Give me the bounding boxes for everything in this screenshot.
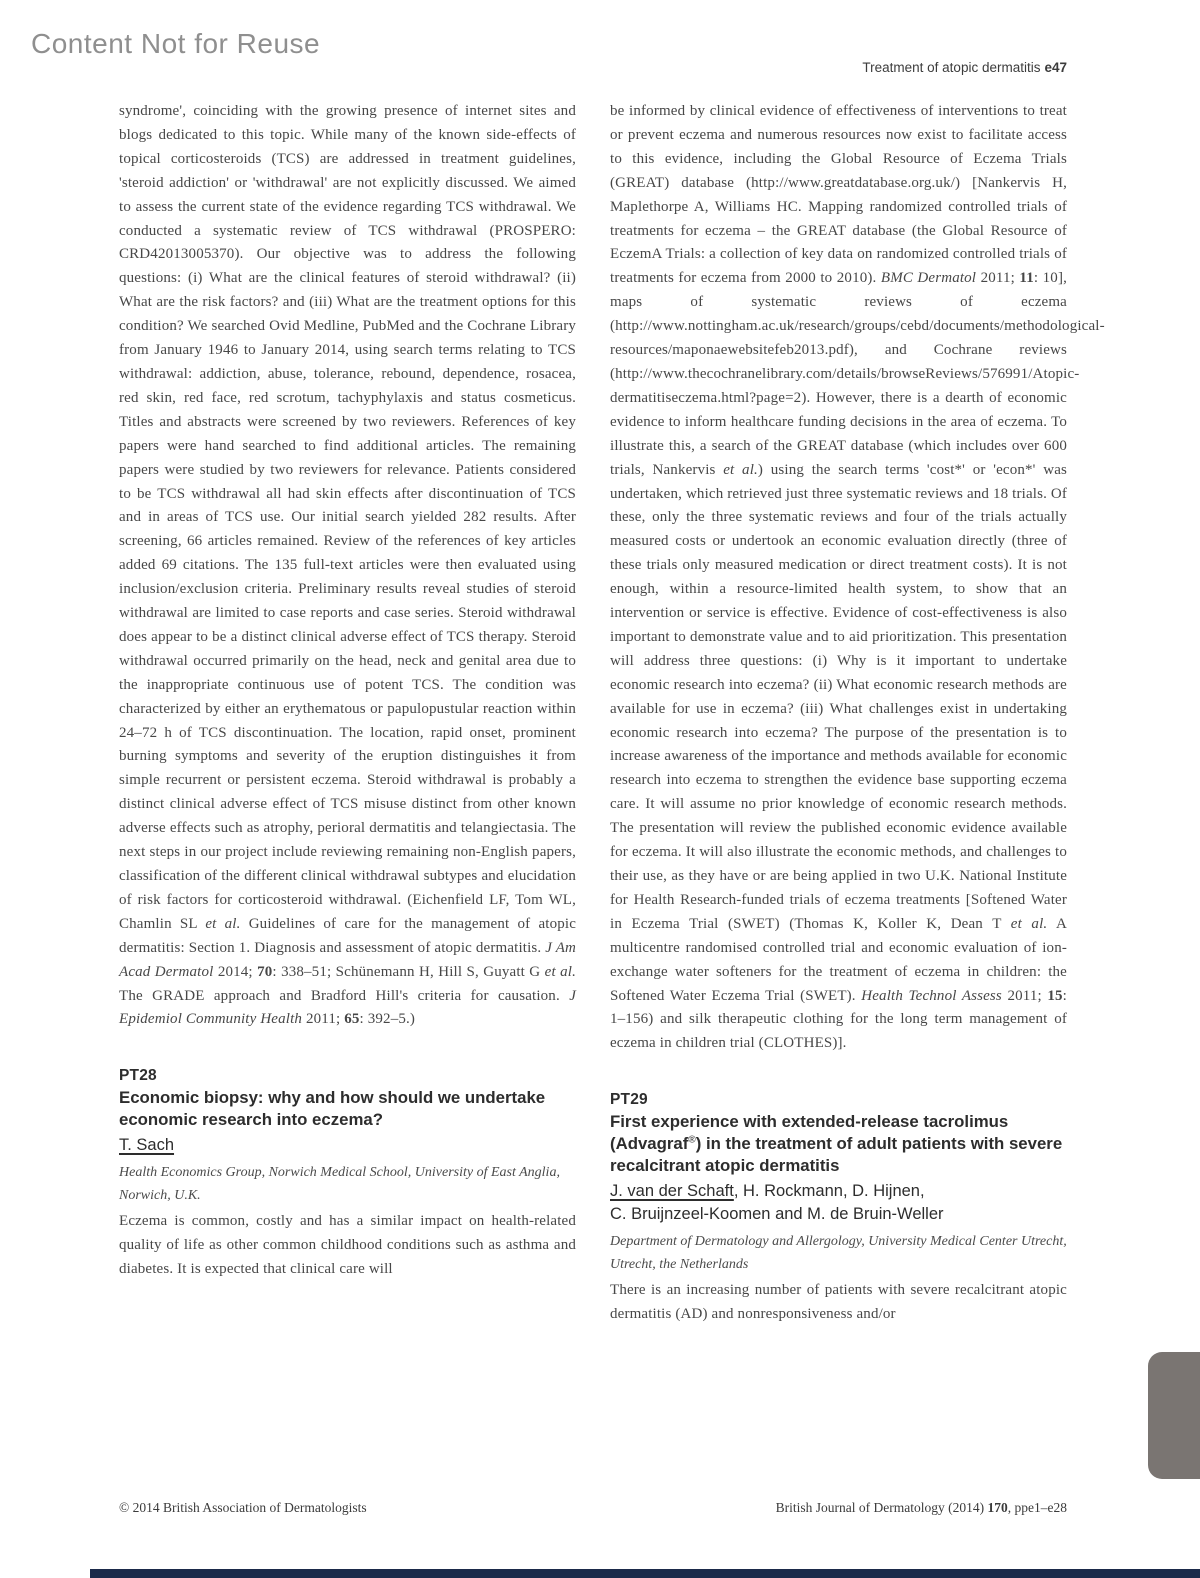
left-column [119, 100, 576, 1327]
abstract-pt29 [610, 1089, 1067, 1327]
abstract-authors [119, 1134, 576, 1157]
abstract-authors: J. van der Schaft, H. Rockmann, D. Hijnen, C. Bruijnzeel-Koomen and M. de Bruin-Weller [610, 1182, 944, 1224]
abstract-continuation-text: syndrome', coinciding with the growing presence of internet sites and blogs dedicated to this topic. While many of the known side-effects of topical corticosteroids (TCS) are addressed in treatment guidelines, 'steroid addiction' or 'withdrawal' are not explicitly discussed. We aimed to assess the current state of the evidence regarding TCS withdrawal. We conducted a systematic review of TCS withdrawal (PROSPERO: CRD42013005370). Our objective was to address the following questions: (i) What are the clinical features of steroid withdrawal? (ii) What are the risk factors? and (iii) What are the treatment options for this condition? We searched Ovid Medline, PubMed and the Cochrane Library from January 1946 to January 2014, using search terms relating to TCS withdrawal: addiction, abuse, tolerance, rebound, dependence, rosacea, red skin, red face, red scrotum, tachyphylaxis and status cosmeticus. Titles and abstracts were screened by two reviewers. References of key papers were hand searched to find additional articles. The remaining papers were studied by two reviewers for relevance. Patients considered to be TCS withdrawal all had skin effects after discontinuation of TCS and in areas of TCS use. Our initial search yielded 282 results. After screening, 66 articles remained. Review of the references of key articles added 69 citations. The 135 full-text articles were then evaluated using inclusion/exclusion criteria. Preliminary results reveal studies of steroid withdrawal are limited to case reports and case series. Steroid withdrawal does appear to be a distinct clinical adverse effect of TCS therapy. Steroid withdrawal occurred primarily on the head, neck and genital area due to the inappropriate continuous use of potent TCS. The condition was characterized by either an erythematous or papulopustular reaction within 24–72 h of TCS discontinuation. The location, rapid onset, prominent burning symptoms and severity of the eruption distinguishes it from simple recurrent or persistent eczema. Steroid withdrawal is probably a distinct clinical adverse effect of TCS misuse distinct from other known adverse effects such as atrophy, perioral dermatitis and telangiectasia. The next steps in our project include reviewing remaining non-English papers, classification of the different clinical withdrawal subtypes and elucidation of risk factors for corticosteroid withdrawal. (Eichenfield LF, Tom WL, Chamlin SL et al. Guidelines of care for the management of atopic dermatitis: Section 1. Diagnosis and assessment of atopic dermatitis. J Am Acad Dermatol 2014; 70: 338–51; Schünemann H, Hill S, Guyatt G et al. The GRADE approach and Bradford Hill's criteria for causation. J Epidemiol Community Health 2011; 65: 392–5.) [119, 103, 577, 1028]
copyright-notice: © 2014 British Association of Dermatologists [119, 1500, 367, 1515]
running-head-title: Treatment of atopic dermatitis [862, 60, 1041, 75]
abstract-id: PT29 [610, 1091, 648, 1109]
two-column-layout [119, 100, 1105, 1327]
running-head [862, 60, 1067, 75]
right-column [610, 100, 1105, 1327]
journal-citation: British Journal of Dermatology (2014) 170, ppe1–e28 [775, 1500, 1067, 1515]
reuse-watermark: Content Not for Reuse [31, 28, 321, 59]
abstract-body: Eczema is common, costly and has a similar impact on health-related quality of life as other common childhood conditions such as asthma and diabetes. It is expected that clinical care will [119, 1213, 576, 1278]
page-footer [119, 1500, 1067, 1516]
bottom-bar [90, 1569, 1200, 1578]
abstract-affiliation: Department of Dermatology and Allergology, University Medical Center Utrecht, Utrecht, the Netherlands [610, 1234, 1067, 1273]
abstract-title: Economic biopsy: why and how should we undertake economic research into eczema? [119, 1088, 546, 1130]
abstract-body: There is an increasing number of patients with severe recalcitrant atopic dermatitis (AD) and nonresponsiveness and/or [610, 1282, 1067, 1323]
abstract-title: First experience with extended-release tacrolimus (Advagraf®) in the treatment of adult patients with severe recalcitrant atopic dermatitis [610, 1112, 1063, 1176]
page-number: e47 [1044, 60, 1067, 75]
abstract-id: PT28 [119, 1067, 157, 1085]
author-name: T. Sach [119, 1136, 175, 1155]
abstract-pt28 [119, 1065, 576, 1282]
abstract-affiliation: Health Economics Group, Norwich Medical School, University of East Anglia, Norwich, U.K. [119, 1165, 560, 1204]
page-edge-tab[interactable] [1148, 1352, 1200, 1479]
abstract-continuation-text: be informed by clinical evidence of effectiveness of interventions to treat or prevent eczema and numerous resources now exist to facilitate access to this evidence, including the Global Resource of Eczema Trials (GREAT) database (http://www.greatdatabase.org.uk/) [Nankervis H, Maplethorpe A, Williams HC. Mapping randomized controlled trials of treatments for eczema – the GREAT database (the Global Resource of EczemA Trials: a collection of key data on randomized controlled trials of treatments for eczema from 2000 to 2010). BMC Dermatol 2011; 11: 10], maps of systematic reviews of eczema (http://www.nottingham.ac.uk/research/groups/cebd/documents/methodological-resources/maponaewebsitefeb2013.pdf), and Cochrane reviews (http://www.thecochranelibrary.com/details/browseReviews/576991/Atopic-dermatitiseczema.html?page=2). However, there is a dearth of economic evidence to inform healthcare funding decisions in the area of eczema. To illustrate this, a search of the GREAT database (which includes over 600 trials, Nankervis et al.) using the search terms 'cost*' or 'econ*' was undertaken, which retrieved just three systematic reviews and 18 trials. Of these, only the three systematic reviews and four of the trials actually measured costs or undertook an economic evaluation directly (three of these trials only measured medication or direct treatment costs). It is not enough, within a resource-limited health system, to show that an intervention or service is effective. Evidence of cost-effectiveness is also important to demonstrate value and to aid prioritization. This presentation will address three questions: (i) Why is it important to undertake economic research into eczema? (ii) What economic research methods are available for use in eczema? (iii) What challenges exist in undertaking economic research into eczema? The purpose of the presentation is to increase awareness of the importance and methods available for economic research into eczema to strengthen the evidence base supporting eczema care. It will assume no prior knowledge of economic research methods. The presentation will review the published economic evidence available for eczema. It will also illustrate the economic methods, and challenges to their use, as they have or are being applied in two U.K. National Institute for Health Research-funded trials of eczema treatments [Softened Water in Eczema Trial (SWET) (Thomas K, Koller K, Dean T et al. A multicentre randomised controlled trial and economic evaluation of ion-exchange water softeners for the treatment of eczema in children: the Softened Water Eczema Trial (SWET). Health Technol Assess 2011; 15: 1–156) and silk therapeutic clothing for the long term management of eczema in children trial (CLOTHES)]. [610, 103, 1105, 1052]
